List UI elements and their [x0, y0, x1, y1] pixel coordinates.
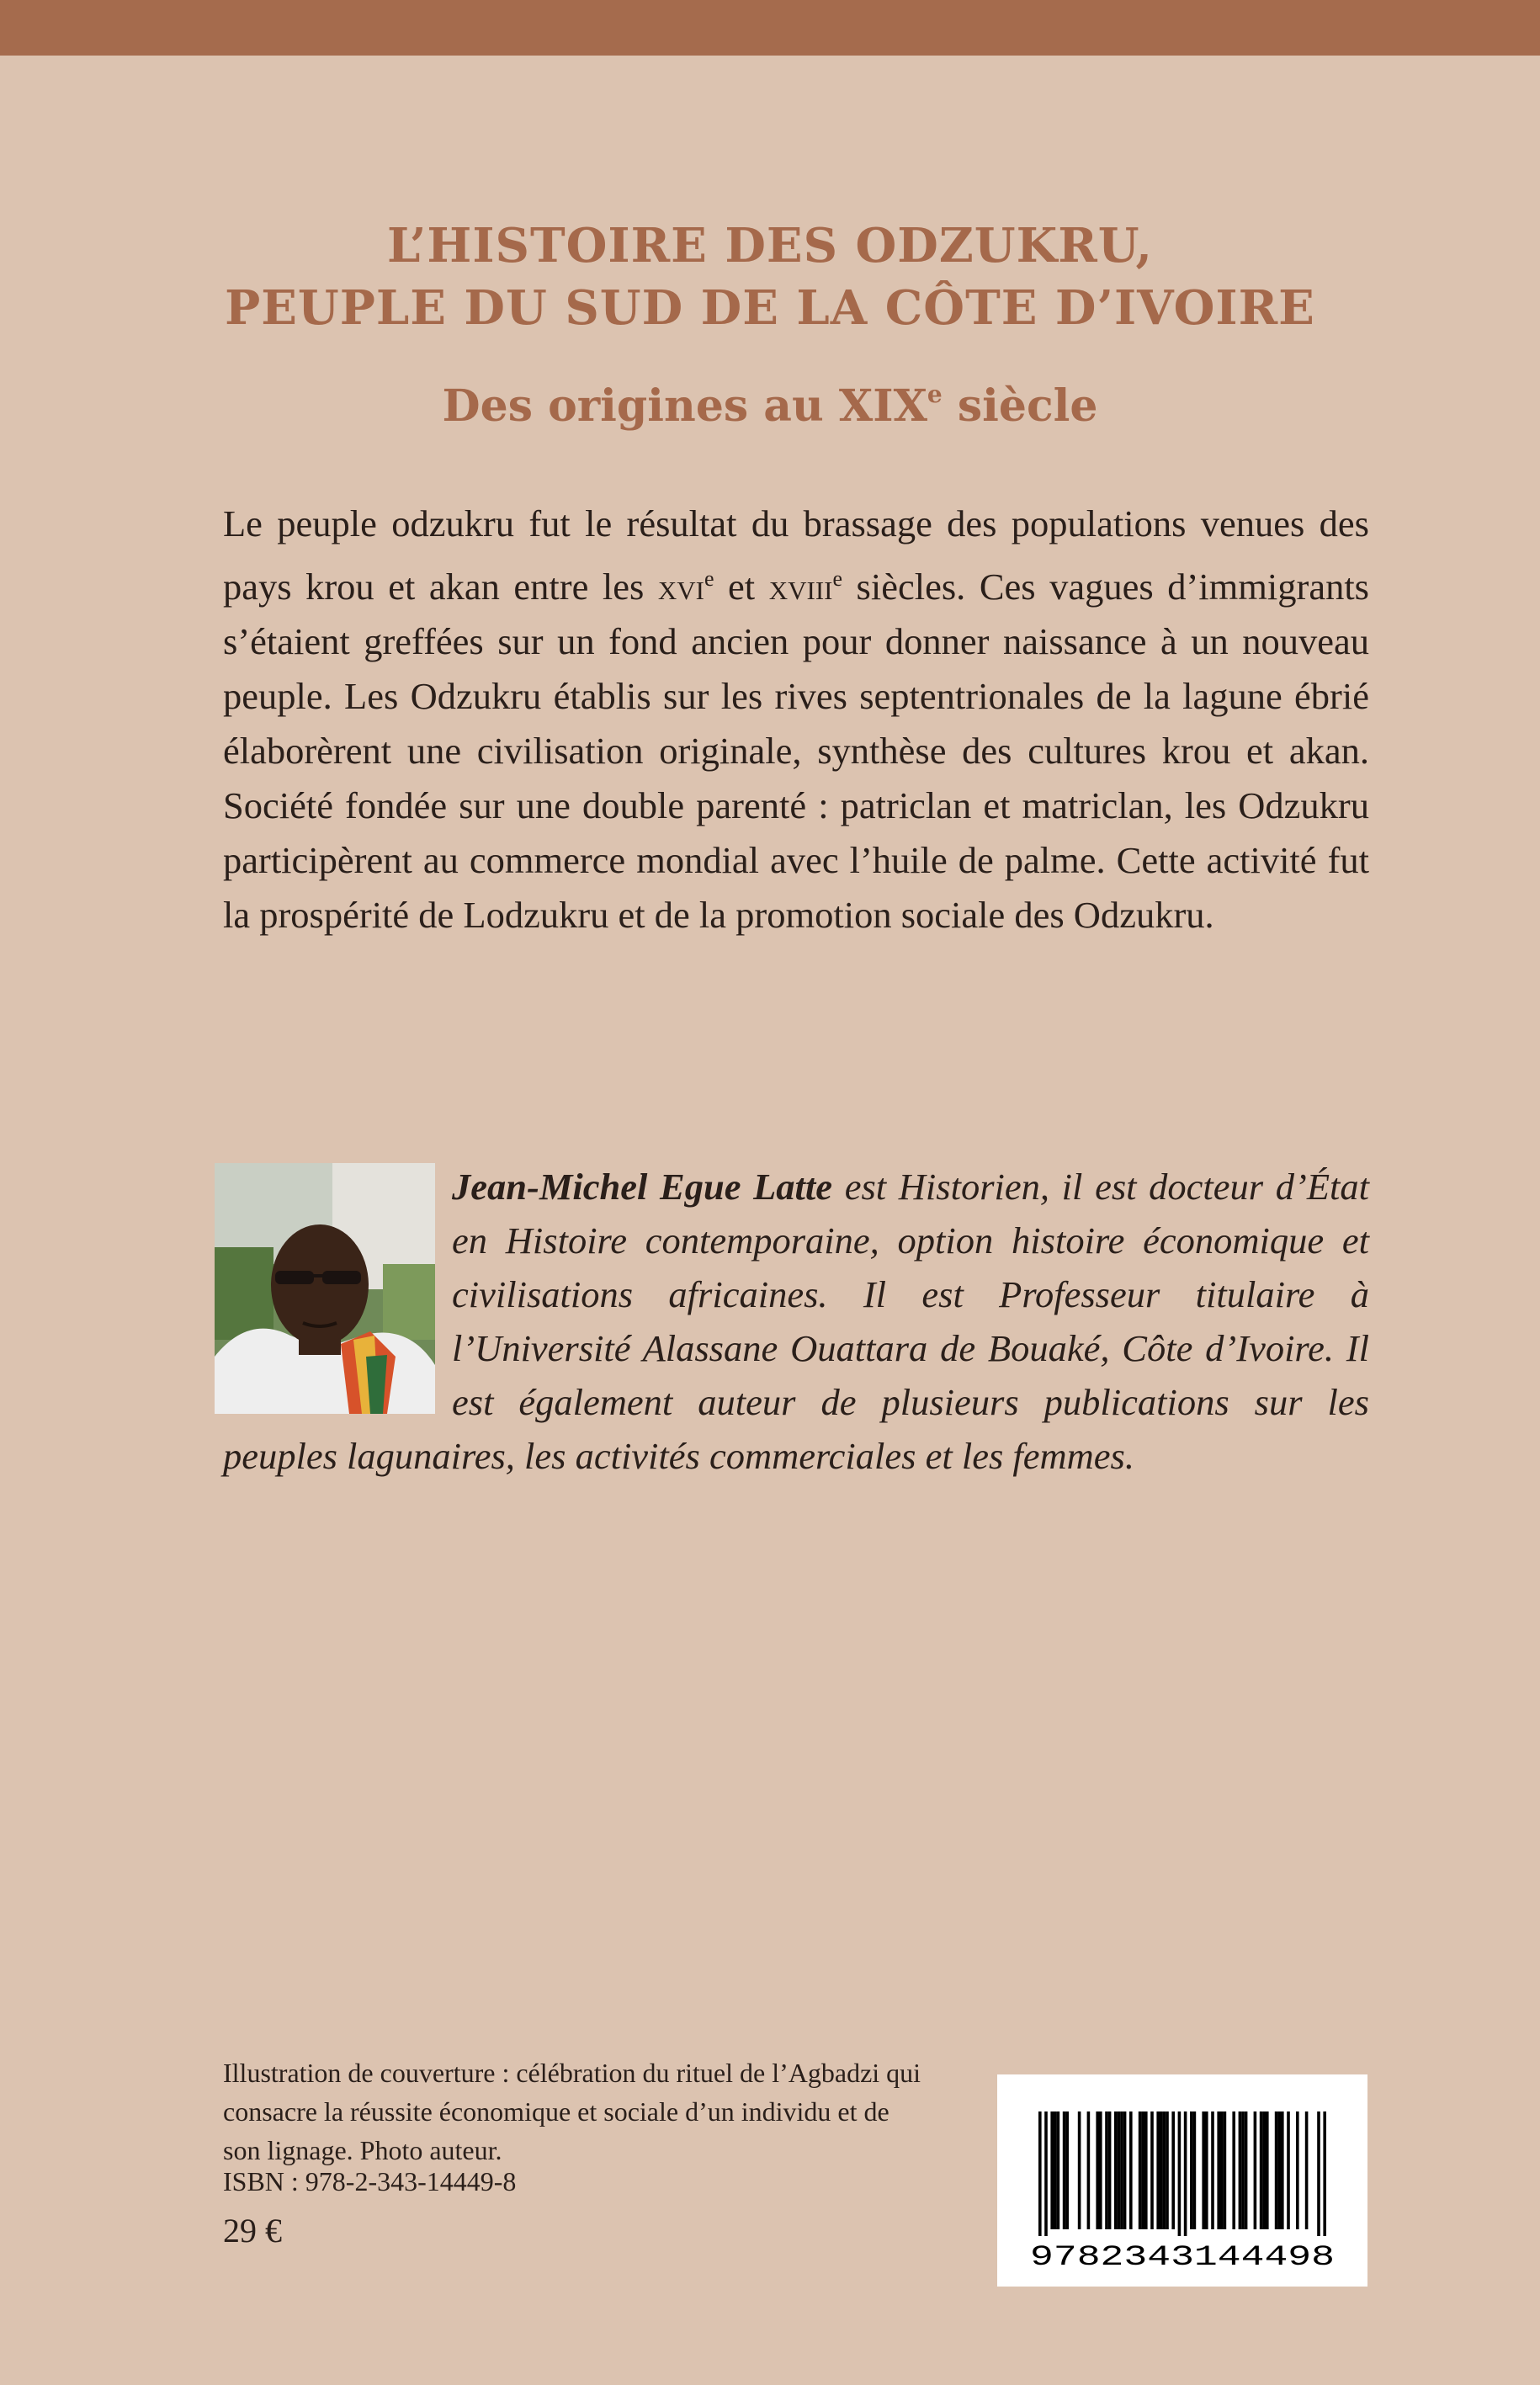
book-subtitle: [0, 377, 1540, 436]
price: 29 €: [223, 2212, 282, 2250]
book-title-line-1: L’HISTOIRE DES ODZUKRU,: [386, 218, 1153, 274]
top-color-band: [0, 0, 1540, 56]
author-bio: [223, 1160, 1369, 1483]
subtitle-main: Des origines au XIX: [442, 380, 927, 432]
summary-part-3: siècles. Ces vagues d’immigrants s’étaient greffées sur un fond ancien pour donner naissance à un nouveau peuple. Les Odzukru établis sur les rives septentrionales de la lagune ébrié élaborèrent une civilisation originale, synthèse des cultures krou et akan. Société fondée sur une double parenté : patriclan et matriclan, les Odzukru participèrent au commerce mondial avec l’huile de palme. Cette activité fut la prospérité de Lodzukru et de la promotion sociale des Odzukru.: [223, 565, 1370, 936]
summary-part-2: et: [714, 565, 769, 608]
isbn: ISBN : 978-2-343-14449-8: [223, 2166, 517, 2196]
barcode-digits: 9782343144498: [1030, 2242, 1335, 2274]
cover-illustration-credit: Illustration de couverture : célébration du rituel de l’Agbadzi qui consacre la réussite économique et sociale d’un individu et de son lignage. Photo auteur.: [223, 2058, 921, 2165]
author-bio-text: est Historien, il est docteur d’État en Histoire contemporaine, option histoire économique et civilisations africaines. Il est Professeur titulaire à l’Université Alassane Ouattara de Bouaké, Côte d’Ivoire. Il est également auteur de plusieurs publications sur les peuples lagunaires, les activités commerciales et les femmes.: [223, 1166, 1369, 1477]
century-xvi-superscript: e: [704, 566, 714, 591]
book-title: [0, 215, 1540, 339]
subtitle-end: siècle: [942, 380, 1098, 432]
summary-part-1: Le peuple odzukru fut le résultat du brassage des populations venues des pays krou et akan entre les: [223, 502, 1369, 608]
book-title-line-2: PEUPLE DU SUD DE LA CÔTE D’IVOIRE: [225, 280, 1315, 336]
barcode: [997, 2074, 1367, 2287]
century-xviii: xviii: [768, 565, 833, 608]
century-xviii-superscript: e: [832, 566, 843, 591]
author-name: Jean-Michel Egue Latte: [452, 1166, 833, 1208]
century-xvi: xvi: [657, 565, 704, 608]
subtitle-superscript: e: [927, 380, 943, 408]
book-summary: [223, 497, 1369, 943]
